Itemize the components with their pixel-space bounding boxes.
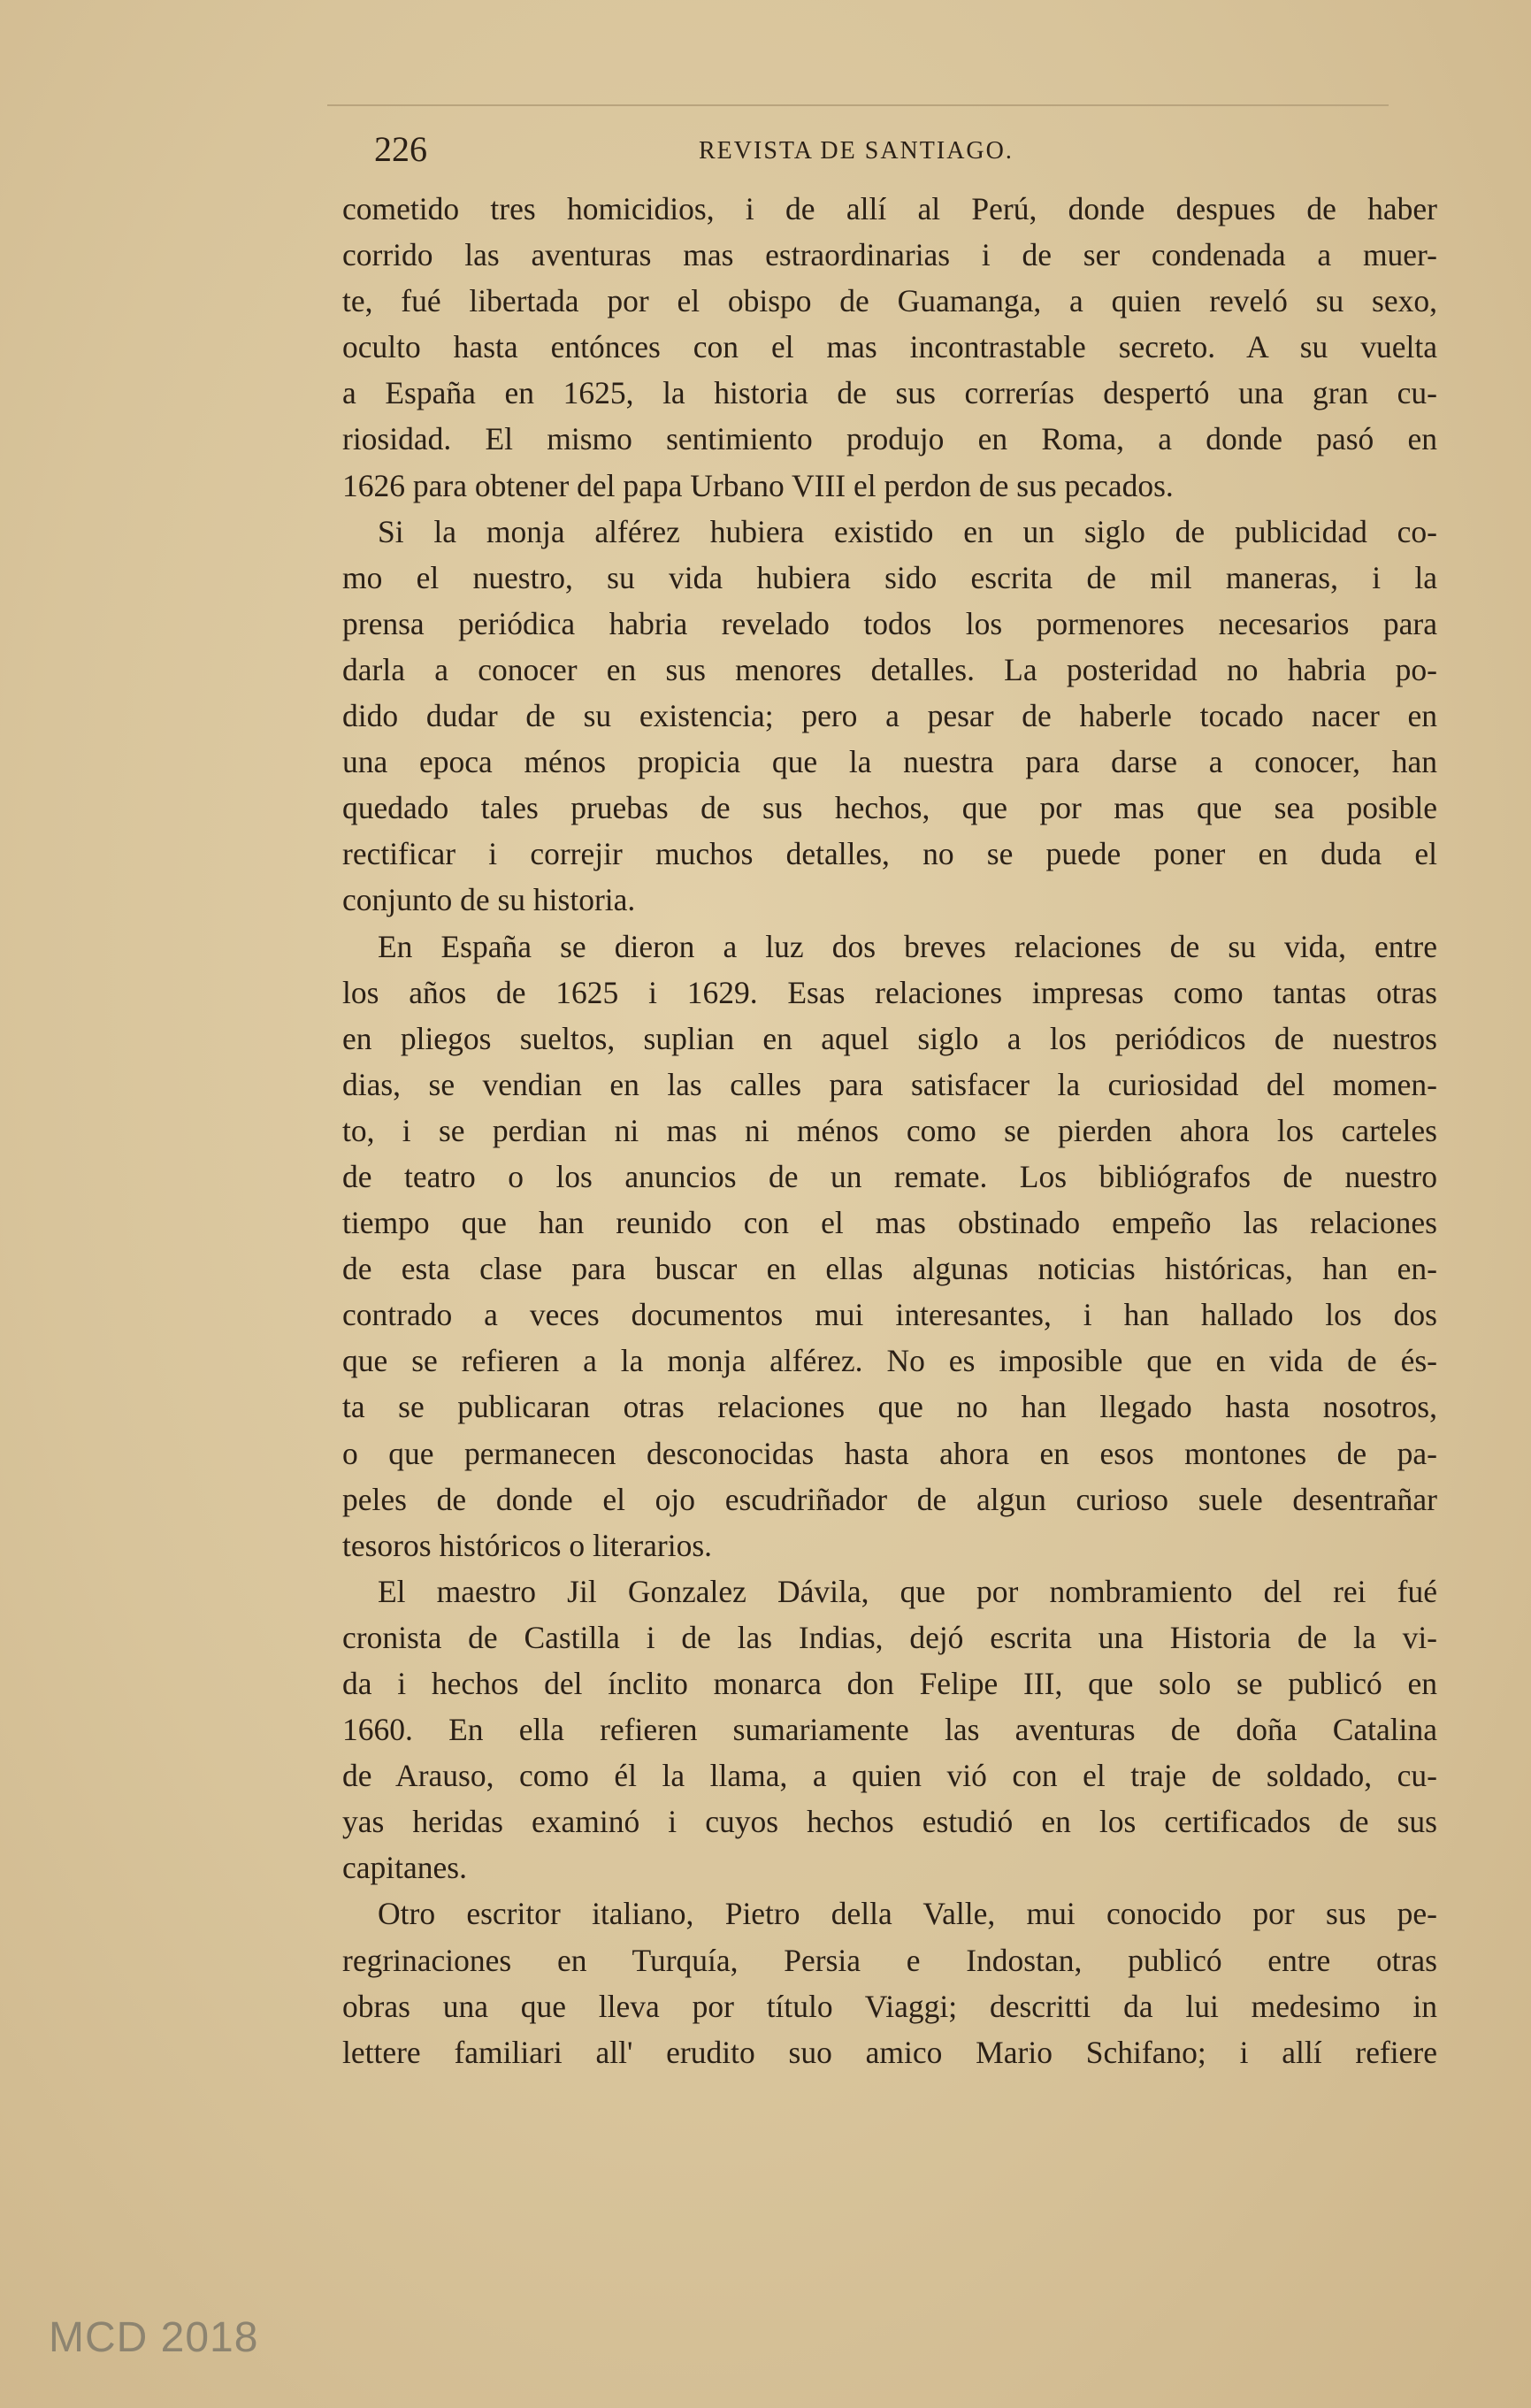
- journal-title: REVISTA DE SANTIAGO.: [699, 137, 1014, 165]
- text-line: corrido las aventuras mas estraordinarias i de ser condenada a muer-: [342, 237, 1437, 273]
- text-line: contrado a veces documentos mui interesantes, i han hallado los dos: [342, 1297, 1437, 1333]
- text-line: obras una que lleva por título Viaggi; descritti da lui medesimo in: [342, 1988, 1437, 2024]
- text-line: en pliegos sueltos, suplian en aquel siglo a los periódicos de nuestros: [342, 1020, 1437, 1056]
- text-body: [342, 186, 1437, 2075]
- text-line: lettere familiari all' erudito suo amico Mario Schifano; i allí refiere: [342, 2034, 1437, 2070]
- text-line: tesoros históricos o literarios.: [342, 1527, 713, 1563]
- text-line: los años de 1625 i 1629. Esas relaciones impresas como tantas otras: [342, 974, 1437, 1010]
- text-line: una epoca ménos propicia que la nuestra para darse a conocer, han: [342, 744, 1437, 780]
- watermark: MCD 2018: [49, 2314, 259, 2361]
- top-rule: [327, 104, 1389, 106]
- text-line: dido dudar de su existencia; pero a pesar de haberle tocado nacer en: [342, 698, 1437, 734]
- text-line: 1660. En ella refieren sumariamente las aventuras de doña Catalina: [342, 1712, 1437, 1748]
- text-line: yas heridas examinó i cuyos hechos estudió en los certificados de sus: [342, 1804, 1437, 1840]
- text-line: de teatro o los anuncios de un remate. Los bibliógrafos de nuestro: [342, 1158, 1437, 1194]
- text-line: de Arauso, como él la llama, a quien vió con el traje de soldado, cu-: [342, 1758, 1437, 1794]
- text-line: Otro escritor italiano, Pietro della Valle, mui conocido por sus pe-: [378, 1896, 1437, 1932]
- text-line: En España se dieron a luz dos breves relaciones de su vida, entre: [378, 928, 1437, 964]
- text-line: tiempo que han reunido con el mas obstinado empeño las relaciones: [342, 1205, 1437, 1241]
- page-number: 226: [374, 129, 427, 169]
- text-line: quedado tales pruebas de sus hechos, que por mas que sea posible: [342, 790, 1437, 826]
- text-line: cometido tres homicidios, i de allí al Perú, donde despues de haber: [342, 191, 1437, 226]
- text-line: darla a conocer en sus menores detalles. La posteridad no habria po-: [342, 651, 1437, 687]
- text-line: cronista de Castilla i de las Indias, dejó escrita una Historia de la vi-: [342, 1619, 1437, 1655]
- text-line: a España en 1625, la historia de sus correrías despertó una gran cu-: [342, 375, 1437, 411]
- text-line: oculto hasta entónces con el mas incontrastable secreto. A su vuelta: [342, 329, 1437, 365]
- text-line: to, i se perdian ni mas ni ménos como se pierden ahora los carteles: [342, 1112, 1437, 1148]
- text-line: El maestro Jil Gonzalez Dávila, que por nombramiento del rei fué: [378, 1573, 1437, 1609]
- text-line: Si la monja alférez hubiera existido en un siglo de publicidad co-: [378, 513, 1437, 549]
- text-line: dias, se vendian en las calles para satisfacer la curiosidad del momen-: [342, 1066, 1437, 1102]
- text-line: rectificar i correjir muchos detalles, no se puede poner en duda el: [342, 836, 1437, 872]
- text-line: 1626 para obtener del papa Urbano VIII el perdon de sus pecados.: [342, 467, 1174, 503]
- text-line: riosidad. El mismo sentimiento produjo en Roma, a donde pasó en: [342, 421, 1437, 457]
- text-line: te, fué libertada por el obispo de Guamanga, a quien reveló su sexo,: [342, 283, 1437, 319]
- text-line: capitanes.: [342, 1850, 467, 1886]
- text-line: peles de donde el ojo escudriñador de algun curioso suele desentrañar: [342, 1481, 1437, 1517]
- text-line: prensa periódica habria revelado todos los pormenores necesarios para: [342, 605, 1437, 641]
- text-line: da i hechos del ínclito monarca don Felipe III, que solo se publicó en: [342, 1666, 1437, 1701]
- running-head: [349, 128, 1446, 171]
- text-line: regrinaciones en Turquía, Persia e Indostan, publicó entre otras: [342, 1942, 1437, 1978]
- text-line: mo el nuestro, su vida hubiera sido escrita de mil maneras, i la: [342, 559, 1437, 595]
- text-line: o que permanecen desconocidas hasta ahora en esos montones de pa-: [342, 1435, 1437, 1471]
- text-line: conjunto de su historia.: [342, 882, 636, 918]
- text-line: ta se publicaran otras relaciones que no han llegado hasta nosotros,: [342, 1389, 1437, 1425]
- text-line: que se refieren a la monja alférez. No es imposible que en vida de és-: [342, 1343, 1437, 1379]
- text-line: de esta clase para buscar en ellas algunas noticias históricas, han en-: [342, 1251, 1437, 1287]
